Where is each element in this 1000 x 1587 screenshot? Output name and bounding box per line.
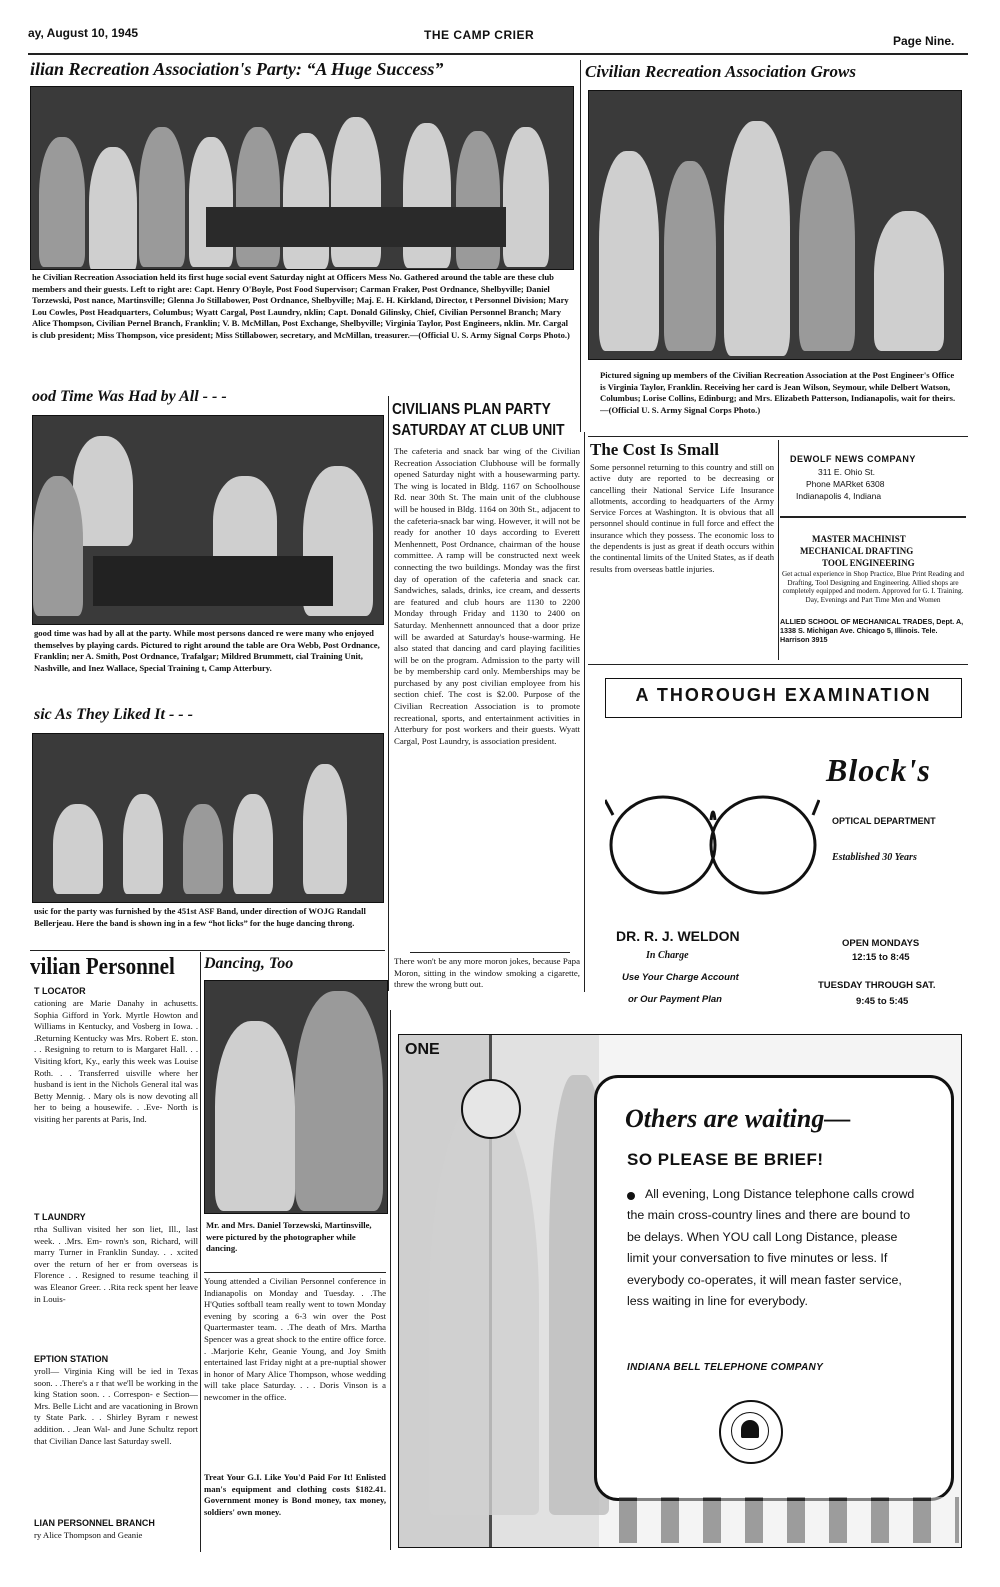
phone-ad-textbox	[594, 1075, 954, 1501]
block-dept: OPTICAL DEPARTMENT	[832, 816, 936, 826]
block-doctor: DR. R. J. WELDON	[616, 928, 740, 944]
block-open-1: OPEN MONDAYS	[842, 938, 920, 949]
allied-body: Get actual experience in Shop Practice, Blue Print Reading and Drafting, Tool Designing and Engineering. Allied shops are completely equipped and modern. Approved for G. I. Training. Day, Evenings and Part Time Men and Women	[781, 570, 965, 604]
good-time-photo	[32, 415, 384, 625]
block-charge-1: Use Your Charge Account	[622, 972, 739, 983]
block-brand: Block's	[826, 752, 931, 788]
phone-subhead: SO PLEASE BE BRIEF!	[627, 1150, 824, 1169]
grows-photo	[588, 90, 962, 360]
dancing-headline: Dancing, Too	[204, 955, 294, 972]
door-sign: ONE	[405, 1041, 440, 1058]
cost-small-headline: The Cost Is Small	[590, 440, 719, 459]
treat-gi: Treat Your G.I. Like You'd Paid For It! Enlisted man's equipment and clothing costs $182.41. Government money is Bond money, tax money, soldiers' own money.	[204, 1472, 386, 1517]
party-photo	[30, 86, 574, 270]
block-open-2: 12:15 to 8:45	[852, 952, 910, 963]
block-open-4: 9:45 to 5:45	[856, 996, 909, 1007]
good-time-caption: good time was had by all at the party. While most persons danced re were many who enjoyed themselves by playing cards. Pictured to right around the table are Ora Webb, Post Ordnance, Franklin; ner A. Smith, Post Ordnance, Trafalgar; Mildred Brummett, cial Training Unit, Nashville, and Inez Wallace, Special Training t, Camp Atterbury.	[34, 628, 380, 673]
phone-ad	[398, 1034, 962, 1548]
civilians-plan-body: The cafeteria and snack bar wing of the Civilian Recreation Association Clubhouse will be formally opened Saturday night with a housewarming party. The wing is located in Bldg. 1167 on Schoolhouse Rd. near 30th St. The main unit of the clubhouse will be housed in Bldg. 1164 on 30th St., adjacent to the cafeteria-snack bar wing. However, it will not be ready for another 10 days according to Everett Menhennett, Post Ordnance, chairman of the house committee. A ramp will be constructed next week connecting the two buildings. Monday was the first day of operation of the cafeteria and snack car. Sandwiches, salads, drinks, ice cream, and desserts are featured and club hours are 1130 to 2200 Monday through Friday and 1130 to 2400 on Saturday. Menhennett announced that a door prize will be awarded at Saturday's house-warming. He also stated that dancing and card playing facilities will be on the program. Admission to the party will be by membership card only. Memberships may be purchased by any post civilian employee from his section chief. The cost is $2.00. Purpose of the Civilian Recreation Association is to promote recreational, sports, and entertainment activities in Atterbury for post workers and their guests. Wyatt Cargal, Post Laundry, is association president.	[394, 446, 580, 746]
locator-body: cationing are Marie Danahy in achusetts. Sophia Gifford in York. Myrtle Howton and Williams in Kentucky, and Vosberg in Iowa. . .Returning Kentucky was Mrs. Robert E. ston. . . Resigning to return to is Margaret Hall. . . Visiting kfort, Ky., early this week was Louise Roth. . . Transferred uisville where her husband is ient in the Nichols General ital was Betty Mennig. . Mary ols is now devoting all her to being a housewife. . .Eve- North is visiting her parents at Paris, Ind.	[34, 998, 198, 1124]
reception-body: yroll— Virginia King will be ied in Texas soon. . .There's a r that we'll be working in the king Station soon. . . Correspon- e Section—Mrs. Belle Licht and are vacationing in Brown ty State Park. . . Shirley Byram r newest addition. . .Jean Wal- and June Schultz report that Civilian Dance last Saturday swell.	[34, 1366, 198, 1446]
dewolf-name: DEWOLF NEWS COMPANY	[790, 454, 916, 464]
block-in-charge: In Charge	[646, 950, 689, 961]
good-time-headline: ood Time Was Had by All - - -	[32, 388, 227, 405]
locator-head: T LOCATOR	[34, 986, 86, 996]
personnel-headline: vilian Personnel	[30, 954, 175, 980]
grows-headline: Civilian Recreation Association Grows	[585, 62, 856, 81]
paper-name: THE CAMP CRIER	[424, 28, 535, 42]
block-open-3: TUESDAY THROUGH SAT.	[818, 980, 936, 991]
phone-headline: Others are waiting—	[625, 1104, 851, 1133]
dancing-caption: Mr. and Mrs. Daniel Torzewski, Martinsville, were pictured by the photographer while dancing.	[206, 1220, 372, 1254]
laundry-head: T LAUNDRY	[34, 1212, 86, 1222]
page-number: Page Nine.	[893, 34, 955, 48]
allied-line2: MECHANICAL DRAFTING	[800, 546, 914, 556]
dewolf-city: Indianapolis 4, Indiana	[796, 491, 882, 501]
bell-system-logo	[719, 1400, 783, 1464]
allied-line3: TOOL ENGINEERING	[822, 558, 915, 568]
allied-school: ALLIED SCHOOL OF MECHANICAL TRADES, Dept. A, 1338 S. Michigan Ave. Chicago 5, Illinois. Tele. Harrison 3915	[780, 618, 964, 644]
eyeglasses-icon	[605, 790, 820, 905]
dancing-photo	[204, 980, 388, 1214]
branch-body: ry Alice Thompson and Geanie	[34, 1530, 143, 1540]
music-caption: usic for the party was furnished by the 451st ASF Band, under direction of WOJG Randall Bellerjeau. Here the band is shown ing in a few “hot licks” for the huge dancing throng.	[34, 906, 366, 928]
civilians-plan-headline-2: SATURDAY AT CLUB UNIT	[392, 422, 565, 439]
allied-line1: MASTER MACHINIST	[812, 534, 906, 544]
laundry-body: rtha Sullivan visited her son liet, Ill., last week. . .Mrs. Em- rown's son, Richard, will marry Turner in Franklin Sunday. . . xcited over the return of her er from overseas is Florence . . Resigned to resume teaching il was Eleanor Greer. . .Rita reck spent her leave in Louis-	[34, 1224, 198, 1304]
block-charge-2: or Our Payment Plan	[628, 994, 722, 1005]
block-banner-text: A THOROUGH EXAMINATION	[635, 685, 932, 705]
moron-joke: There won't be any more moron jokes, because Papa Moron, sitting in the window smoking a cigarette, threw the wrong butt out.	[394, 956, 580, 990]
party-caption: he Civilian Recreation Association held its first huge social event Saturday night at Officers Mess No. Gathered around the table are these club members and their guests. Left to right are: Capt. Henry O'Boyle, Post Food Supervisor; Carman Fraker, Post Ordnance, Shelbyville; Daniel Torzewski, Post nance, Martinsville; Glenna Jo Stillabower, Post Ordnance, Shelbyville; Maj. E. H. Kirkland, Director, t Personnel Division; Mary Lou Cowles, Post Headquarters, Columbus; Wyatt Cargal, Post Laundry, nklin; Capt. Donald Gilinsky, Chief, Civilian Personnel Branch; Mary Alice Thompson, Civilian Pernel Branch, Franklin; V. B. McMillan, Post Exchange, Shelbyville; Virginia Taylor, Post Engineers, nklin. Mr. Cargal is club president; Miss Thompson, vice president; Miss Stillabower, secretary, and McMillan, treasurer.—(Official U. S. Army Signal Corps Photo.)	[32, 272, 570, 340]
block-banner	[605, 678, 962, 718]
music-headline: sic As They Liked It - - -	[34, 706, 193, 723]
phone-body: All evening, Long Distance telephone calls crowd the main cross-country lines and there are bound to be delays. When YOU call Long Distance, please limit your conversation to five minutes or less. If everybody co-operates, it will mean faster service, less waiting in line for everybody.	[627, 1187, 915, 1309]
grows-caption: Pictured signing up members of the Civilian Recreation Association at the Post Engineer's Office is Virginia Taylor, Franklin. Receiving her card is Jean Wilson, Seymour, while Delbert Watson, Columbus; Lorise Collins, Edinburg; and Mrs. Elizabeth Patterson, Indianapolis, wait for theirs.—(Official U. S. Army Signal Corps Photo.)	[600, 370, 956, 415]
music-photo	[32, 733, 384, 903]
cost-small-body: Some personnel returning to this country and still on active duty are reported to be decreasing or cancelling their National Service Life Insurance allotments, according to headquarters of the Army Service Forces at Washington. It is obvious that all personnel should continue in full force and effect the insurance which they possess. The economic loss to the dependents is just as great if death occurs within the continental limits of the United States, as if death results from overseas battle injuries.	[590, 462, 774, 574]
branch-head: LIAN PERSONNEL BRANCH	[34, 1518, 155, 1528]
dewolf-phone: Phone MARket 6308	[806, 479, 885, 489]
civilians-plan-headline-1: CIVILIANS PLAN PARTY	[392, 401, 551, 418]
dewolf-address: 311 E. Ohio St.	[818, 467, 876, 477]
dancing-body: Young attended a Civilian Personnel conference in Indianapolis on Monday and Tuesday. . .The H'Quties softball team really went to town Monday evening by scoring a 6-3 win over the Post Quartermaster team. . .The death of Mrs. Martha Spencer was a great shock to the entire office force. . .Marjorie Kehr, Geanie Young, and Joy Smith entertained last Friday night at a pre-nuptial shower in honor of Mary Alice Thompson, whose wedding will take place Saturday. . . . Doris Vinson is a newcomer in the office.	[204, 1276, 386, 1402]
phone-company: INDIANA BELL TELEPHONE COMPANY	[627, 1362, 824, 1373]
party-headline: ilian Recreation Association's Party: “A Huge Success”	[30, 59, 444, 79]
block-established: Established 30 Years	[832, 852, 917, 863]
reception-head: EPTION STATION	[34, 1354, 109, 1364]
issue-date: ay, August 10, 1945	[28, 26, 139, 40]
